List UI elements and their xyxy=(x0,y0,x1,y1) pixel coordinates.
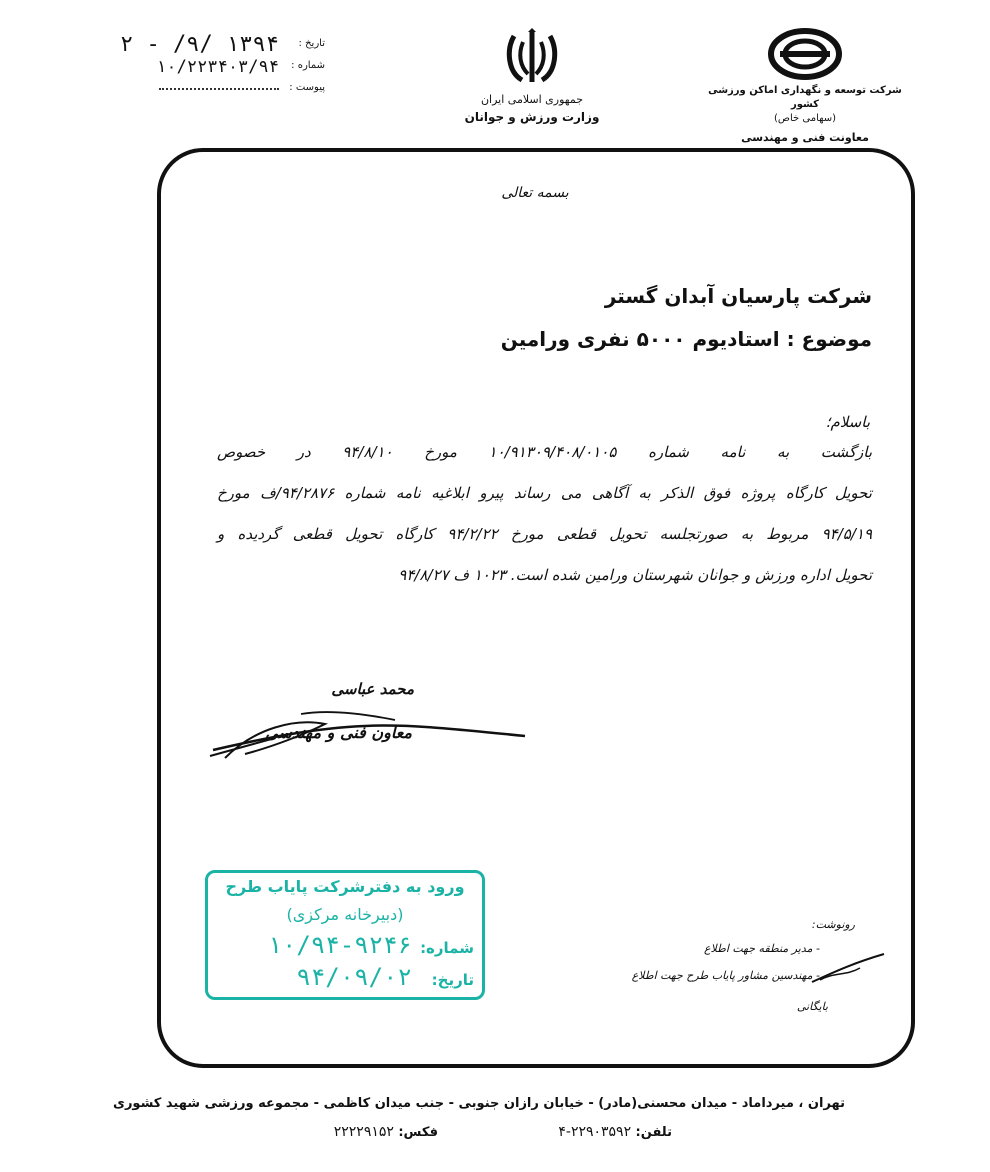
footer-telephone xyxy=(558,1124,672,1140)
organization-block xyxy=(700,28,910,146)
organization-type: (سهامی خاص) xyxy=(773,113,837,124)
cc-archive: بایگانی xyxy=(796,1000,828,1013)
subject: موضوع : استادیوم ۵۰۰۰ نفری ورامین xyxy=(500,327,872,351)
signer-name: محمد عباسی xyxy=(331,680,414,698)
received-stamp xyxy=(205,870,485,1000)
organization-name: شرکت توسعه و نگهداری اماکن ورزشی کشور xyxy=(708,85,902,110)
attachment-label: پیوست : xyxy=(289,82,325,93)
body-line-2: تحویل کارگاه پروژه فوق الذکر به آگاهی می رساند پیرو ابلاغیه نامه شماره ۹۴/۲۸۷۶/ف مورخ xyxy=(217,484,872,502)
besmellah: بسمه تعالی xyxy=(501,185,569,201)
telephone-value: ۲۲۹۰۳۵۹۲-۴ xyxy=(558,1124,632,1140)
signer-title: معاون فنی و مهندسی xyxy=(265,723,412,742)
body-line-3: ۹۴/۵/۱۹ مربوط به صورتجلسه تحویل قطعی مورخ ۹۴/۲/۲۲ کارگاه تحویل قطعی گردیده و xyxy=(217,525,872,543)
body-line-1: بازگشت به نامه شماره ۱۰/۹۱۳۰۹/۴۰۸/۰۱۰۵ مورخ ۹۴/۸/۱۰ در خصوص xyxy=(217,443,872,461)
footer-address: تهران ، میرداماد - میدان محسنی(مادر) - خیابان رازان جنوبی - جنب میدان کاظمی - مجموعه ورزشی شهید کشوری xyxy=(113,1096,845,1111)
date-label: تاریخ : xyxy=(298,38,325,49)
number-label: شماره : xyxy=(291,60,325,71)
signature-scribble-icon xyxy=(205,698,535,768)
footer-fax xyxy=(334,1124,438,1140)
attachment-row xyxy=(125,78,325,100)
cc-title: رونوشت: xyxy=(811,918,855,931)
body-line-4: تحویل اداره ورزش و جوانان شهرستان ورامین شده است. ۱۰۲۳ ف ۹۴/۸/۲۷ xyxy=(398,566,872,584)
number-value: ۱۰/۲۲۳۴۰۳/۹۴ xyxy=(156,57,279,77)
organization-logo-icon xyxy=(768,28,842,80)
greeting: باسلام؛ xyxy=(825,413,870,431)
telephone-label: تلفن: xyxy=(635,1125,672,1140)
iran-emblem-icon xyxy=(504,28,560,88)
stamp-subtitle: (دبیرخانه مرکزی) xyxy=(286,905,404,924)
letter-meta xyxy=(120,32,325,100)
cc-item-2: - مهندسین مشاور پایاب طرح جهت اطلاع xyxy=(631,969,820,982)
government-name: جمهوری اسلامی ایران xyxy=(480,93,584,106)
date-value: ۱۳۹۴ /۹/ - ۲ xyxy=(120,32,279,57)
organization-department: معاونت فنی و مهندسی xyxy=(741,131,869,144)
stamp-number-value: ۱۰/۹۴-۹۲۴۶ xyxy=(267,931,412,959)
stamp-date-row xyxy=(214,963,474,997)
government-block xyxy=(452,28,612,126)
stamp-date-value: ۹۴/۰۹/۰۲ xyxy=(296,963,412,991)
cc-item-1: - مدیر منطقه جهت اطلاع xyxy=(703,942,820,955)
attachment-dots xyxy=(159,88,279,90)
number-row xyxy=(125,56,325,78)
stamp-title: ورود به دفترشرکت پایاب طرح xyxy=(225,877,465,896)
date-row xyxy=(120,32,325,57)
ministry-name: وزارت ورزش و جوانان xyxy=(464,110,600,124)
stamp-date-label: تاریخ: xyxy=(431,971,474,989)
initials-scribble-icon xyxy=(810,950,886,986)
stamp-number-label: شماره: xyxy=(420,939,474,957)
fax-label: فکس: xyxy=(398,1125,438,1140)
addressee: شرکت پارسیان آبدان گستر xyxy=(604,284,872,308)
stamp-number-row xyxy=(214,931,474,965)
fax-value: ۲۲۲۲۹۱۵۲ xyxy=(333,1124,394,1140)
